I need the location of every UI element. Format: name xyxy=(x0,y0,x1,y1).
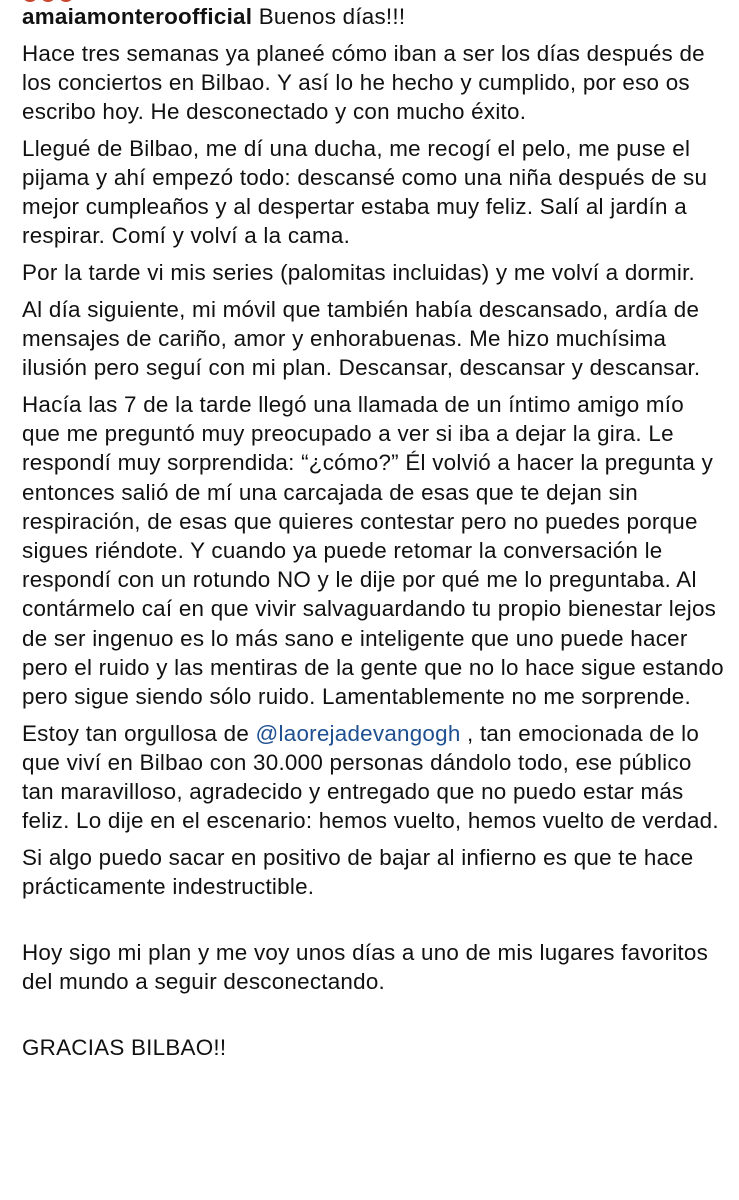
caption-paragraph-4: Al día siguiente, mi móvil que también había descansado, ardía de mensajes de cariño, amor y enhorabuenas. Me hizo muchísima ilusión pero seguí con mi plan. Descansar, descansar y descansar. xyxy=(22,296,701,381)
caption-header xyxy=(22,2,727,31)
mention-link[interactable]: @laorejadevangogh xyxy=(255,720,461,746)
caption-paragraph-3: Por la tarde vi mis series (palomitas incluidas) y me volví a dormir. xyxy=(22,260,696,286)
caption-text: Estoy tan orgullosa de xyxy=(22,720,256,746)
caption-paragraph-2: Llegué de Bilbao, me dí una ducha, me recogí el pelo, me puse el pijama y ahí empezó todo: descansé como una niña después de su mejor cumpleaños y al despertar estaba muy feliz. Salí al jardín a respirar. Comí y volví a la cama. xyxy=(22,135,708,249)
greeting-text: Buenos días!!! xyxy=(258,4,406,29)
caption-paragraph-5: Hacía las 7 de la tarde llegó una llamada de un íntimo amigo mío que me preguntó muy preocupado a ver si iba a dejar la gira. Le respondí muy sorprendida: “¿cómo?” Él volvió a hacer la pregunta y entonces salió de mí una carcajada de esas que te dejan sin respiración, de esas que quieres contestar pero no puedes porque sigues riéndote. Y cuando ya puede retomar la conversación le respondí con un rotundo NO y le dije por qué me lo preguntaba. Al contármelo caí en que vivir salvaguardando tu propio bienestar lejos de ser ingenuo es lo más sano e inteligente que uno puede hacer pero el ruido y las mentiras de la gente que no lo hace sigue estando pero sigue siendo sólo ruido. Lamentablemente no me sorprende. xyxy=(22,391,724,709)
caption-paragraph-6 xyxy=(22,719,727,836)
username-link[interactable]: amaiamonteroofficial xyxy=(22,4,253,29)
post-caption xyxy=(22,0,727,1070)
blank-line xyxy=(22,1004,727,1033)
caption-paragraph-9: GRACIAS BILBAO!! xyxy=(22,1034,227,1060)
caption-paragraph-7: Si algo puedo sacar en positivo de bajar al infierno es que te hace prácticamente indestructible. xyxy=(22,844,694,900)
caption-text: , tan emocionada de lo que viví en Bilbao con 30.000 personas dándolo todo, ese público tan maravilloso, agradecido y entregado que no puedo estar más feliz. Lo dije en el escenario: hemos vuelto, hemos vuelto de verdad. xyxy=(22,720,719,834)
caption-paragraph-8: Hoy sigo mi plan y me voy unos días a uno de mis lugares favoritos del mundo a seguir desconectando. xyxy=(22,939,709,995)
blank-line xyxy=(22,909,727,938)
caption-paragraph-1: Hace tres semanas ya planeé cómo iban a ser los días después de los conciertos en Bilbao. Y así lo he hecho y cumplido, por eso os escribo hoy. He desconectado y con mucho éxito. xyxy=(22,40,705,125)
